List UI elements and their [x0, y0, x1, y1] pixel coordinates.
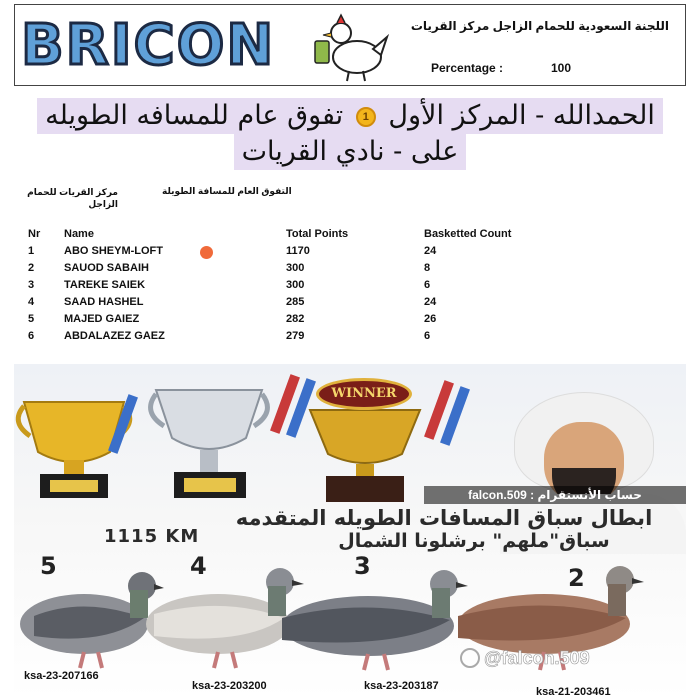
instagram-watermark-icon [460, 648, 480, 668]
poster-race-name: سباق"ملهم" برشلونا الشمال [338, 530, 610, 552]
header-total-points: Total Points [286, 228, 349, 240]
row-name: SAAD HASHEL [64, 296, 144, 308]
table-row [28, 296, 548, 313]
percentage-value: 100 [551, 61, 572, 75]
row-points: 279 [286, 330, 305, 342]
ring-number: ksa-21-203461 [536, 686, 611, 698]
pigeon-icon [268, 556, 468, 674]
ring-number: ksa-23-203200 [192, 680, 267, 692]
report-header [14, 4, 686, 86]
table-row [28, 245, 548, 262]
banner-line-1-after: تفوق عام للمسافه الطويله [45, 100, 344, 131]
row-count: 6 [424, 279, 431, 291]
row-name: TAREKE SAIEK [64, 279, 146, 291]
banner-line-1-before: الحمدالله - المركز الأول [388, 100, 655, 131]
results-table [28, 228, 548, 347]
race-distance: 1115 KM [104, 526, 200, 547]
instagram-watermark: @falcon.509 [484, 648, 590, 668]
rank-number: 2 [568, 564, 585, 592]
row-points: 300 [286, 262, 305, 274]
rank-number: 4 [190, 552, 207, 580]
highlight-dot-icon [200, 246, 213, 259]
rooster-mascot-icon [311, 11, 391, 83]
row-count: 6 [424, 330, 431, 342]
row-count: 8 [424, 262, 431, 274]
winner-badge: WINNER [316, 378, 412, 410]
row-count: 24 [424, 296, 437, 308]
row-points: 1170 [286, 245, 310, 257]
row-nr: 6 [28, 330, 35, 342]
gold-medal-icon: 1 [356, 107, 376, 127]
table-row [28, 262, 548, 279]
bricon-logo: BRICON [21, 13, 276, 78]
congratulation-banner [0, 98, 700, 170]
table-header-row [28, 228, 548, 245]
row-nr: 4 [28, 296, 35, 308]
table-row [28, 330, 548, 347]
winner-trophy-icon [290, 404, 440, 504]
rank-number: 3 [354, 552, 371, 580]
row-nr: 2 [28, 262, 35, 274]
row-count: 24 [424, 245, 437, 257]
header-name: Name [64, 228, 94, 240]
rank-number: 5 [40, 552, 57, 580]
banner-line-1 [37, 98, 663, 134]
ring-number: ksa-23-207166 [24, 670, 99, 682]
row-points: 282 [286, 313, 305, 325]
ring-number: ksa-23-203187 [364, 680, 439, 692]
row-points: 285 [286, 296, 305, 308]
instagram-handle: حساب الأنستقرام : falcon.509 [424, 486, 686, 504]
row-name: MAJED GAIEZ [64, 313, 140, 325]
silver-trophy-icon [144, 372, 274, 502]
center-subheading: مركز القريات للحمام الزاجل [27, 187, 118, 209]
champions-poster [14, 364, 686, 700]
poster-headline: ابطال سباق المسافات الطويله المتقدمه [235, 506, 653, 530]
header-nr: Nr [28, 228, 41, 240]
banner-line-2: على - نادي القريات [234, 134, 467, 170]
row-name: ABDALAZEZ GAEZ [64, 330, 165, 342]
row-nr: 5 [28, 313, 35, 325]
row-nr: 1 [28, 245, 35, 257]
row-points: 300 [286, 279, 305, 291]
table-row [28, 279, 548, 296]
percentage-label: Percentage : [431, 61, 504, 75]
row-count: 26 [424, 313, 437, 325]
row-nr: 3 [28, 279, 35, 291]
header-basketted-count: Basketted Count [424, 228, 512, 240]
category-subheading: التفوق العام للمسافة الطويلة [162, 186, 292, 196]
row-name: SAUOD SABAIH [64, 262, 149, 274]
table-row [28, 313, 548, 330]
row-name: ABO SHEYM-LOFT [64, 245, 163, 257]
organization-name: اللجنة السعودية للحمام الزاجل مركز القريات [410, 19, 669, 33]
